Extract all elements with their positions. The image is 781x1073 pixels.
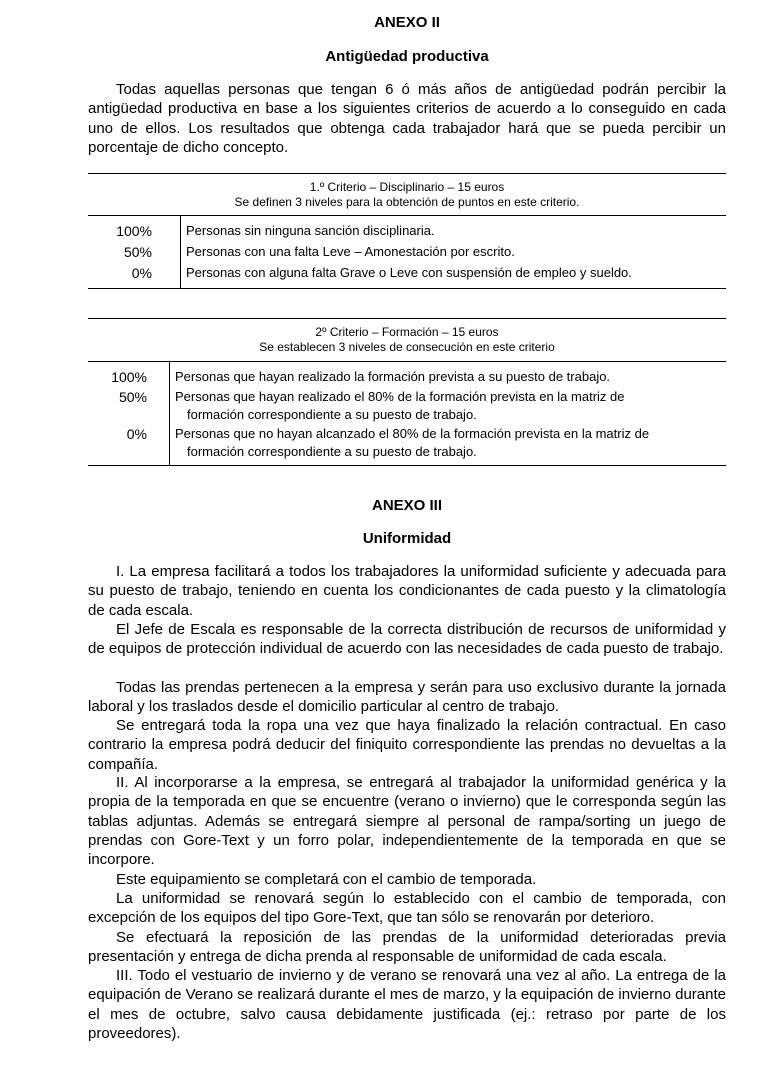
criterion1-pct-0: 0% bbox=[131, 265, 152, 281]
criterion1-title: 1.º Criterio – Disciplinario – 15 euros bbox=[309, 180, 505, 194]
annex2-intro: Todas aquellas personas que tengan 6 ó más años de antigüedad podrán percibir la antigüedad productiva en base a los siguientes criterios de acuerdo a lo conseguido en cada uno de ellos. Los resultados que obtenga cada trabajador hará que se pueda percibir un porcentaje de dicho concepto. bbox=[88, 81, 726, 156]
annex3-paragraph-1: I. La empresa facilitará a todos los trabajadores la uniformidad suficiente y adecuada para su puesto de trabajo, teniendo en cuenta los condicionantes de cada puesto y la climatología de cada escala. bbox=[88, 563, 726, 619]
criterion1-pct-100: 100% bbox=[116, 223, 152, 239]
criterion2-title: 2º Criterio – Formación – 15 euros bbox=[315, 325, 499, 339]
criterion2-row-2-line2: formación correspondiente a su puesto de trabajo. bbox=[187, 407, 477, 422]
criterion1-column-rule bbox=[180, 215, 181, 288]
criterion1-header-rule bbox=[88, 215, 726, 216]
criterion2-pct-100: 100% bbox=[111, 369, 147, 385]
criterion2-row-1-text: Personas que hayan realizado la formación prevista a su puesto de trabajo. bbox=[175, 369, 611, 384]
annex3-paragraph-9: III. Todo el vestuario de invierno y de verano se renovará una vez al año. La entrega de la equipación de Verano se realizará durante el mes de marzo, y la equipación de invierno durante el mes de octubre, salvo causa debidamente justificada (ej.: retraso por parte de los proveedores). bbox=[88, 967, 726, 1042]
annex2-subtitle: Antigüedad productiva bbox=[325, 48, 489, 65]
annex3-paragraph-3: Todas las prendas pertenecen a la empresa y serán para uso exclusivo durante la jornada laboral y los traslados desde el domicilio particular al centro de trabajo. bbox=[88, 679, 726, 716]
criterion1-row-1-text: Personas sin ninguna sanción disciplinaria. bbox=[186, 223, 435, 238]
criterion2-top-rule bbox=[88, 318, 726, 319]
criterion2-row-3-line2: formación correspondiente a su puesto de trabajo. bbox=[187, 444, 477, 459]
annex3-paragraph-4: Se entregará toda la ropa una vez que haya finalizado la relación contractual. En caso contrario la empresa podrá deducir del finiquito correspondiente las prendas no devueltas a la compañía. bbox=[88, 717, 726, 773]
criterion2-row-3-line1: Personas que no hayan alcanzado el 80% de la formación prevista en la matriz de bbox=[175, 426, 650, 441]
criterion2-pct-50: 50% bbox=[118, 389, 147, 405]
criterion1-row-3-text: Personas con alguna falta Grave o Leve con suspensión de empleo y sueldo. bbox=[186, 265, 632, 280]
annex3-subtitle: Uniformidad bbox=[362, 530, 452, 547]
annex3-paragraph-7: La uniformidad se renovará según lo establecido con el cambio de temporada, con excepción de los equipos del tipo Gore-Text, que tan sólo se renovarán por deterioro. bbox=[88, 890, 726, 927]
criterion1-subtitle: Se definen 3 niveles para la obtención de puntos en este criterio. bbox=[234, 195, 580, 209]
criterion2-pct-0: 0% bbox=[126, 426, 147, 442]
criterion1-pct-50: 50% bbox=[123, 244, 152, 260]
annex3-paragraph-2: El Jefe de Escala es responsable de la correcta distribución de recursos de uniformidad y de equipos de protección individual de acuerdo con las necesidades de cada puesto de trabajo. bbox=[88, 621, 726, 658]
criterion2-header-rule bbox=[88, 361, 726, 362]
annex2-title: ANEXO II bbox=[374, 14, 440, 31]
criterion2-subtitle: Se establecen 3 niveles de consecución en este criterio bbox=[259, 340, 555, 354]
criterion1-row-2-text: Personas con una falta Leve – Amonestación por escrito. bbox=[186, 244, 515, 259]
annex3-paragraph-5: II. Al incorporarse a la empresa, se entregará al trabajador la uniformidad genérica y la propia de la temporada en que se encuentre (verano o invierno) que le corresponda según las tablas adjuntas. Además se entregará siempre al personal de rampa/sorting un juego de prendas con Gore-Text y un forro polar, independientemente de la temporada en que se incorpore. bbox=[88, 774, 726, 869]
criterion2-bottom-rule bbox=[88, 465, 726, 466]
criterion1-bottom-rule bbox=[88, 288, 726, 289]
criterion1-top-rule bbox=[88, 173, 726, 174]
annex3-title: ANEXO III bbox=[371, 497, 442, 514]
criterion2-column-rule bbox=[169, 361, 170, 465]
criterion2-row-2-line1: Personas que hayan realizado el 80% de la formación prevista en la matriz de bbox=[175, 389, 625, 404]
annex3-paragraph-6: Este equipamiento se completará con el cambio de temporada. bbox=[116, 871, 537, 888]
annex3-paragraph-8: Se efectuará la reposición de las prendas de la uniformidad deterioradas previa presentación y entrega de dicha prenda al responsable de uniformidad de cada escala. bbox=[88, 929, 726, 966]
